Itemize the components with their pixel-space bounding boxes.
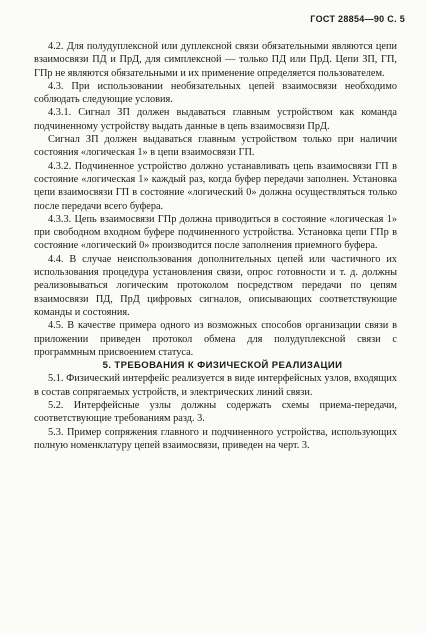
paragraph-4-3-1: 4.3.1. Сигнал ЗП должен выдаваться главным устройством как команда подчиненному устройству выдать данные в цепь взаимосвязи ПрД. — [34, 107, 397, 132]
paragraph-4-5: 4.5. В качестве примера одного из возможных способов организации связи в приложении приведен протокол обмена для полудуплексной связи с программным присвоением статуса. — [34, 320, 397, 358]
paragraph-5-3: 5.3. Пример сопряжения главного и подчиненного устройства, использующих полную номенклатуру цепей взаимосвязи, приведен на черт. 3. — [34, 426, 397, 451]
paragraph-4-3-2: 4.3.2. Подчиненное устройство должно устанавливать цепь взаимосвязи ГП в состояние «логическая 1» каждый раз, когда буфер передачи заполнен. Установка цепи взаимосвязи ГП в состояние «логический 0» должна осуществляться только после передачи всего буфера. — [34, 160, 397, 212]
running-head: ГОСТ 28854—90 С. 5 — [310, 14, 405, 24]
paragraph-4-3-1-cont: Сигнал ЗП должен выдаваться главным устройством только при наличии состояния «логическая 1» в цепи взаимосвязи ГП. — [34, 134, 397, 159]
paragraph-5-2: 5.2. Интерфейсные узлы должны содержать схемы приема-передачи, соответствующие требованиям разд. 3. — [34, 400, 397, 425]
paragraph-4-3: 4.3. При использовании необязательных цепей взаимосвязи необходимо соблюдать следующие условия. — [34, 80, 397, 106]
paragraph-4-4: 4.4. В случае неиспользования дополнительных цепей или частичного их использования процедура установления связи, опрос готовности и т. д. должны реализовываться логическим протоколом посредством передачи по цепям взаимосвязи ПД, ПрД цифровых сигналов, описывающих соответствующие команды и состояния. — [34, 253, 397, 318]
section-title: 5. ТРЕБОВАНИЯ К ФИЗИЧЕСКОЙ РЕАЛИЗАЦИИ — [102, 360, 343, 372]
paragraph-4-3-3: 4.3.3. Цепь взаимосвязи ГПр должна приводиться в состояние «логическая 1» при свободном входном буфере подчиненного устройства. Установка цепи ГПр в состояние «логический 0» производится после заполнения приемного буфера. — [34, 213, 397, 252]
body-text — [34, 40, 397, 452]
paragraph-4-2: 4.2. Для полудуплексной или дуплексной связи обязательными являются цепи взаимосвязи ПД и ПрД, для симплексной — только ПД или ПрД. Цепи ЗП, ГП, ГПр не являются обязательными и их применение определяется пользователем. — [34, 41, 397, 79]
paragraph-5-1: 5.1. Физический интерфейс реализуется в виде интерфейсных узлов, входящих в состав сопрягаемых устройств, и электрических линий связи. — [34, 373, 397, 398]
